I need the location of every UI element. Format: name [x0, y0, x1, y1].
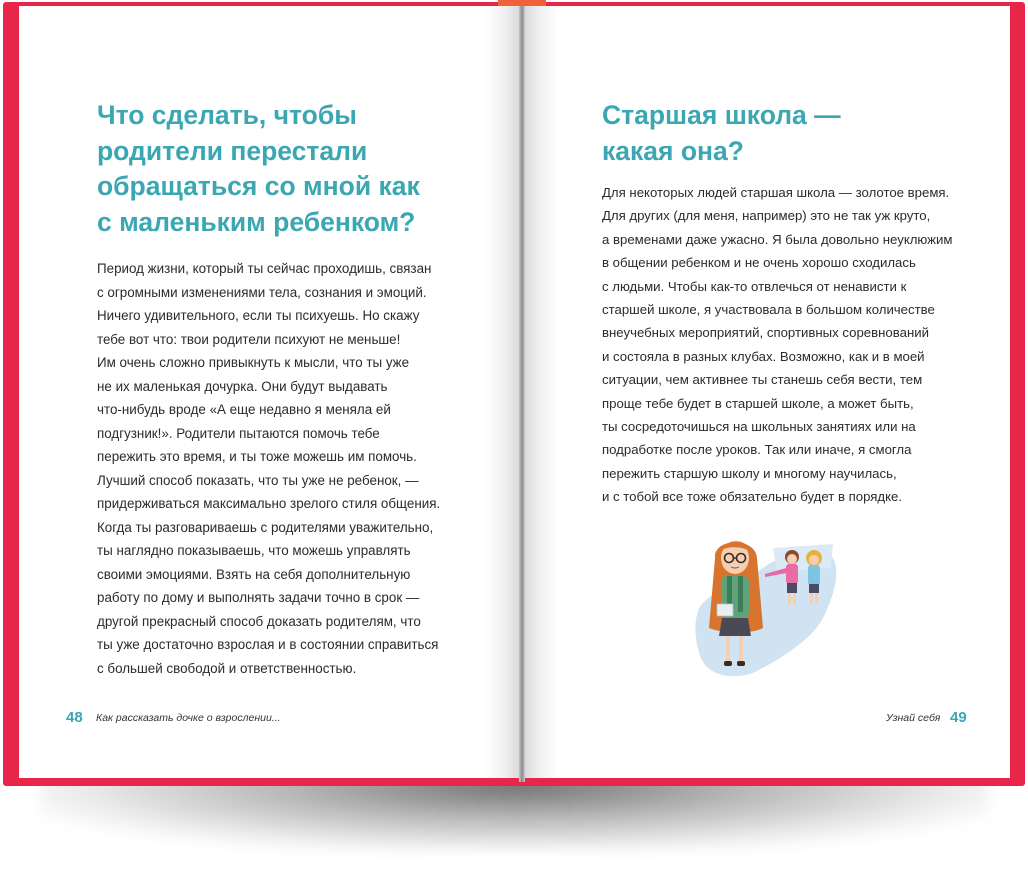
left-page-body	[97, 257, 440, 680]
body-line: в общении ребенком и не очень хорошо сходилась	[602, 255, 916, 271]
heading-line: родители перестали	[97, 135, 368, 166]
body-line: работу по дому и выполнять задачи точно в срок —	[97, 590, 420, 605]
right-page-heading	[602, 98, 841, 169]
body-line: проще тебе будет в старшей школе, а может быть,	[602, 395, 914, 411]
body-line: что-нибудь вроде «А еще недавно я меняла ей	[97, 402, 391, 417]
body-line: Им очень сложно привыкнуть к мысли, что ты уже	[97, 355, 410, 370]
left-page-number: 48	[66, 709, 83, 726]
body-line: Для других (для меня, например) это не так уж круто,	[602, 208, 931, 224]
body-line: Ничего удивительного, если ты психуешь. Но скажу	[97, 308, 420, 323]
body-line: а временами даже ужасно. Я была довольно неуклюжим	[602, 231, 953, 247]
body-line: ситуации, чем активнее ты станешь себя вести, тем	[602, 372, 923, 388]
body-line: другой прекрасный способ доказать родителям, что	[97, 613, 421, 629]
body-line: подгузник!». Родители пытаются помочь тебе	[97, 425, 380, 441]
body-line: Период жизни, который ты сейчас проходишь, связан	[97, 261, 432, 276]
body-line: пережить это время, и ты тоже можешь им помочь.	[97, 449, 417, 464]
body-line: Когда ты разговариваешь с родителями уважительно,	[97, 519, 434, 535]
body-line: ты сосредоточишься на школьных занятиях или на	[602, 419, 916, 435]
schoolgirls-illustration	[693, 528, 841, 680]
body-line: Лучший способ показать, что ты уже не ребенок, —	[97, 472, 419, 488]
heading-line: какая она?	[602, 135, 744, 166]
body-line: с людьми. Чтобы как-то отвлечься от ненависти к	[602, 278, 907, 294]
book-icon	[717, 604, 733, 616]
left-running-title: Как рассказать дочке о взрослении...	[96, 712, 281, 724]
body-line: придерживаться максимально зрелого стиля общения.	[97, 496, 441, 511]
brush-stroke	[773, 544, 833, 572]
body-line: и состояла в разных клубах. Возможно, как и в моей	[602, 348, 925, 364]
right-page-body	[602, 181, 952, 509]
heading-line: Старшая школа —	[602, 100, 841, 130]
body-line: внеучебных мероприятий, спортивных соревнований	[602, 325, 929, 341]
body-line: с огромными изменениями тела, сознания и эмоций.	[97, 284, 427, 300]
body-line: ты наглядно показываешь, что можешь управлять	[97, 543, 411, 558]
body-line: тебе вот что: твои родители психуют не меньше!	[97, 331, 401, 347]
heading-line: Что сделать, чтобы	[97, 100, 357, 130]
body-line: и с тобой все тоже обязательно будет в порядке.	[602, 489, 903, 505]
body-line: своими эмоциями. Взять на себя дополнительную	[97, 566, 411, 582]
body-line: ты уже достаточно взрослая и в состоянии справиться	[97, 637, 439, 652]
heading-line: обращаться со мной как	[97, 171, 420, 201]
body-line: пережить старшую школу и многому научилась,	[602, 465, 897, 481]
body-line: старшей школе, я участвовала в большом количестве	[602, 302, 935, 318]
right-running-title: Узнай себя	[886, 712, 941, 724]
book-gutter	[519, 6, 525, 782]
body-line: не их маленькая дочурка. Они будут выдавать	[97, 378, 388, 394]
right-page-number: 49	[950, 709, 967, 726]
left-page-heading	[97, 98, 420, 240]
heading-line: с маленьким ребенком?	[97, 206, 416, 237]
body-line: Для некоторых людей старшая школа — золотое время.	[602, 185, 950, 200]
body-line: подработке после уроков. Так или иначе, я смогла	[602, 442, 912, 458]
body-line: с большей свободой и ответственностью.	[97, 660, 357, 676]
